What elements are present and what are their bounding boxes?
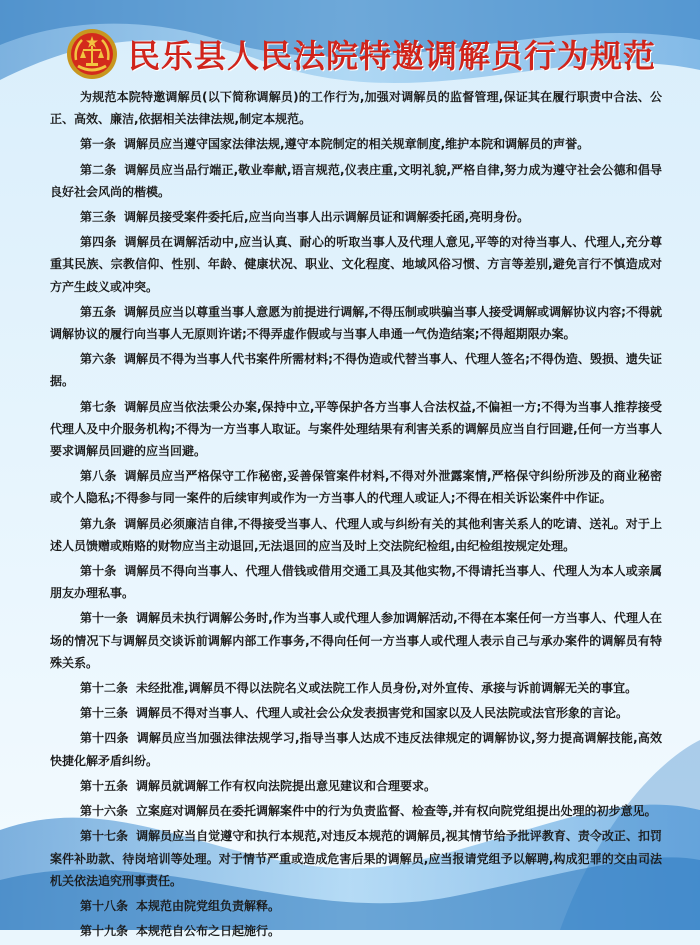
article-number: 第十八条: [80, 898, 129, 913]
article-text: 调解员未执行调解公务时,作为当事人或代理人参加调解活动,不得在本案任何一方当事人、代理人在场的情况下与调解员交谈诉前调解内部工作事务,不得向任何一方当事人或代理人表示自己与承办案件的调解员有特殊关系。: [50, 611, 662, 670]
article-number: 第十四条: [80, 731, 129, 746]
article-number: 第四条: [80, 235, 117, 250]
article-number: 第十七条: [80, 829, 129, 844]
article-number: 第六条: [80, 352, 117, 367]
article-text: 调解员不得对当事人、代理人或社会公众发表损害党和国家以及人民法院或法官形象的言论。: [136, 706, 629, 721]
article-item: [50, 560, 662, 604]
article-item: [50, 825, 662, 892]
article-number: 第十一条: [80, 611, 129, 626]
article-number: 第三条: [80, 210, 117, 225]
article-item: [50, 920, 662, 942]
article-item: [50, 159, 662, 203]
article-item: [50, 775, 662, 797]
article-text: 本规范自公布之日起施行。: [136, 924, 281, 939]
article-text: 调解员就调解工作有权向法院提出意见建议和合理要求。: [136, 778, 437, 793]
article-item: [50, 396, 662, 463]
header: [66, 26, 656, 82]
article-text: 调解员应当品行端正,敬业奉献,语言规范,仪表庄重,文明礼貌,严格自律,努力成为遵守社会公德和倡导良好社会风尚的楷模。: [50, 162, 662, 199]
article-item: [50, 133, 662, 155]
article-text: 调解员在调解活动中,应当认真、耐心的听取当事人及代理人意见,平等的对待当事人、代理人,充分尊重其民族、宗教信仰、性别、年龄、健康状况、职业、文化程度、地域风俗习惯、方言等差别,避免言行不慎造成对方产生歧义或冲突。: [50, 235, 662, 294]
article-text: 调解员必须廉洁自律,不得接受当事人、代理人或与纠纷有关的其他利害关系人的吃请、送礼。对于上述人员馈赠或贿赂的财物应当主动退回,无法退回的应当及时上交法院纪检组,由纪检组按规定处理。: [50, 516, 662, 553]
article-item: [50, 231, 662, 298]
article-number: 第五条: [80, 304, 117, 319]
article-number: 第二条: [80, 162, 117, 177]
article-text: 本规范由院党组负责解释。: [136, 898, 281, 913]
article-text: 调解员不得为当事人代书案件所需材料;不得伪造或代替当事人、代理人签名;不得伪造、毁损、遗失证据。: [50, 352, 662, 389]
article-text: 立案庭对调解员在委托调解案件中的行为负责监督、检查等,并有权向院党组提出处理的初步意见。: [136, 804, 657, 819]
article-number: 第九条: [80, 516, 117, 531]
article-number: 第十三条: [80, 706, 129, 721]
article-item: [50, 465, 662, 509]
article-text: 调解员应当依法秉公办案,保持中立,平等保护各方当事人合法权益,不偏袒一方;不得为当事人推荐接受代理人及中介服务机构;不得为一方当事人取证。与案件处理结果有利害关系的调解员应当自行回避,任何一方当事人要求调解员回避的应当回避。: [50, 399, 662, 459]
article-text: 调解员应当遵守国家法律法规,遵守本院制定的相关规章制度,维护本院和调解员的声誉。: [124, 137, 590, 152]
article-item: [50, 800, 662, 822]
article-number: 第十五条: [80, 778, 129, 793]
article-text: 调解员应当严格保守工作秘密,妥善保管案件材料,不得对外泄露案情,严格保守纠纷所涉及的商业秘密或个人隐私;不得参与同一案件的后续审判或作为一方当事人的代理人或证人;不得在相关诉讼案件中作证。: [50, 469, 662, 506]
article-item: [50, 206, 662, 228]
article-item: [50, 607, 662, 674]
article-item: [50, 895, 662, 917]
article-text: 调解员应当自觉遵守和执行本规范,对违反本规范的调解员,视其情节给予批评教育、责令改正、扣罚案件补助款、待岗培训等处理。对于情节严重或造成危害后果的调解员,应当报请党组予以解聘,构成犯罪的交由司法机关依法追究刑事责任。: [50, 829, 662, 888]
article-text: 调解员接受案件委托后,应当向当事人出示调解员证和调解委托函,亮明身份。: [124, 210, 530, 225]
article-text: 未经批准,调解员不得以法院名义或法院工作人员身份,对外宣传、承接与诉前调解无关的事宜。: [136, 681, 638, 696]
article-number: 第十条: [80, 564, 117, 579]
article-number: 第十九条: [80, 924, 129, 939]
article-text: 调解员应当以尊重当事人意愿为前提进行调解,不得压制或哄骗当事人接受调解或调解协议内容;不得就调解协议的履行向当事人无原则许诺;不得弄虚作假或与当事人串通一气伪造结案;不得超期限办案。: [50, 304, 662, 342]
regulation-body: [50, 86, 662, 945]
article-number: 第十二条: [80, 681, 129, 696]
article-item: [50, 702, 662, 724]
article-number: 第一条: [80, 137, 117, 152]
page-title: 民乐县人民法院特邀调解员行为规范: [128, 37, 657, 75]
article-text: 调解员应当加强法律法规学习,指导当事人达成不违反法律规定的调解协议,努力提高调解技能,高效快捷化解矛盾纠纷。: [50, 731, 662, 768]
article-number: 第七条: [80, 399, 117, 414]
intro-paragraph: 为规范本院特邀调解员(以下简称调解员)的工作行为,加强对调解员的监督管理,保证其在履行职责中合法、公正、高效、廉洁,依据相关法律法规,制定本规范。: [50, 90, 662, 127]
article-item: [50, 727, 662, 771]
article-item: [50, 301, 662, 345]
article-item: [50, 677, 662, 699]
article-list: [50, 133, 662, 942]
article-item: [50, 513, 662, 557]
article-item: [50, 348, 662, 392]
article-number: 第八条: [80, 469, 117, 484]
article-text: 调解员不得向当事人、代理人借钱或借用交通工具及其他实物,不得请托当事人、代理人为本人或亲属朋友办理私事。: [50, 564, 662, 601]
article-number: 第十六条: [80, 804, 129, 819]
court-emblem-icon: [66, 28, 118, 80]
